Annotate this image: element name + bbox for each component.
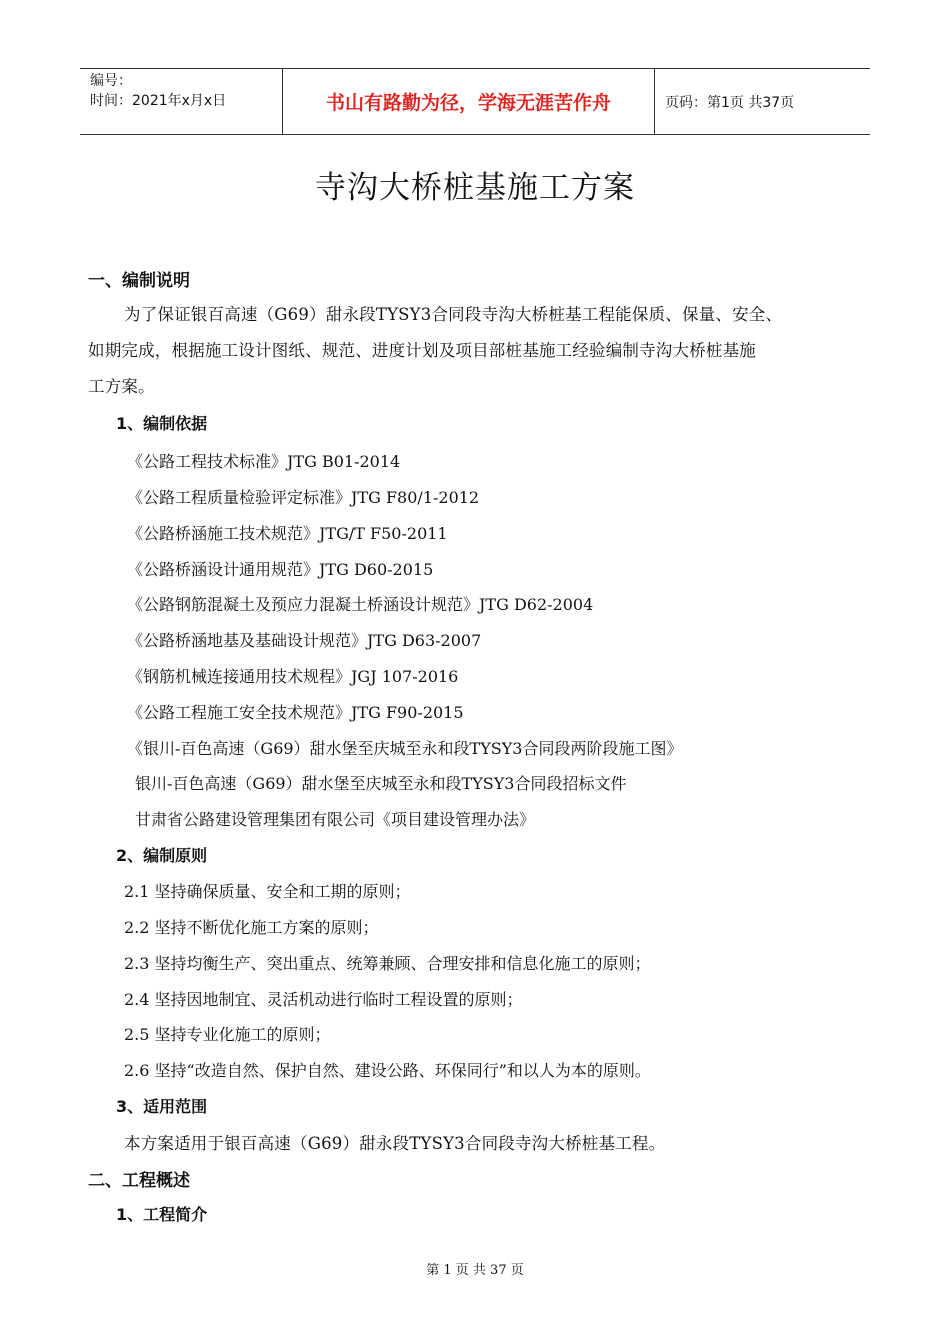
intro-paragraph-line: 如期完成，根据施工设计图纸、规范、进度计划及项目部桩基施工经验编制寺沟大桥桩基施: [88, 341, 756, 360]
page-header: [80, 68, 870, 135]
section-heading: 一、编制说明: [88, 271, 190, 291]
basis-item: 《公路桥涵施工技术规范》JTG/T F50-2011: [127, 524, 448, 543]
principle-item: 2.5 坚持专业化施工的原则；: [124, 1025, 331, 1044]
section-heading: 二、工程概述: [88, 1171, 190, 1191]
header-motto: 书山有路勤为径，学海无涯苦作舟: [282, 69, 655, 134]
principle-item: 2.1 坚持确保质量、安全和工期的原则；: [124, 882, 411, 901]
basis-item: 《公路工程技术标准》JTG B01-2014: [127, 452, 401, 471]
basis-item: 《公路桥涵地基及基础设计规范》JTG D63-2007: [127, 631, 482, 650]
page-footer: 第 1 页 共 37 页: [426, 1263, 524, 1278]
basis-item: 甘肃省公路建设管理集团有限公司《项目建设管理办法》: [135, 810, 536, 829]
header-page-info: 页码：第1页 共37页: [665, 94, 795, 111]
principle-item: 2.3 坚持均衡生产、突出重点、统筹兼顾、合理安排和信息化施工的原则；: [124, 954, 651, 973]
basis-item: 银川-百色高速（G69）甜水堡至庆城至永和段TYSY3合同段招标文件: [135, 774, 627, 793]
document-title: 寺沟大桥桩基施工方案: [315, 170, 635, 206]
basis-item: 《公路桥涵设计通用规范》JTG D60-2015: [127, 560, 434, 579]
subsection-heading: 3、适用范围: [116, 1097, 208, 1116]
document-number-label: 编号：: [90, 73, 132, 89]
basis-item: 《公路钢筋混凝土及预应力混凝土桥涵设计规范》JTG D62-2004: [127, 595, 594, 614]
subsection-heading: 1、工程简介: [116, 1205, 208, 1224]
principle-item: 2.6 坚持“改造自然、保护自然、建设公路、环保同行”和以人为本的原则。: [124, 1061, 651, 1080]
subsection-heading: 1、编制依据: [116, 414, 208, 433]
principle-item: 2.4 坚持因地制宜、灵活机动进行临时工程设置的原则；: [124, 990, 523, 1009]
basis-item: 《公路工程质量检验评定标准》JTG F80/1-2012: [127, 488, 480, 507]
principle-item: 2.2 坚持不断优化施工方案的原则；: [124, 918, 379, 937]
basis-item: 《钢筋机械连接通用技术规程》JGJ 107-2016: [127, 667, 459, 686]
intro-paragraph-line: 工方案。: [88, 377, 155, 396]
intro-paragraph-line: 为了保证银百高速（G69）甜永段TYSY3合同段寺沟大桥桩基工程能保质、保量、安全、: [124, 305, 783, 324]
basis-item: 《银川-百色高速（G69）甜水堡至庆城至永和段TYSY3合同段两阶段施工图》: [127, 739, 683, 758]
header-meta: [80, 69, 282, 134]
basis-item: 《公路工程施工安全技术规范》JTG F90-2015: [127, 703, 464, 722]
subsection-heading: 2、编制原则: [116, 846, 208, 865]
document-date: 时间：2021年x月x日: [90, 93, 227, 109]
scope-paragraph: 本方案适用于银百高速（G69）甜永段TYSY3合同段寺沟大桥桩基工程。: [124, 1134, 666, 1153]
